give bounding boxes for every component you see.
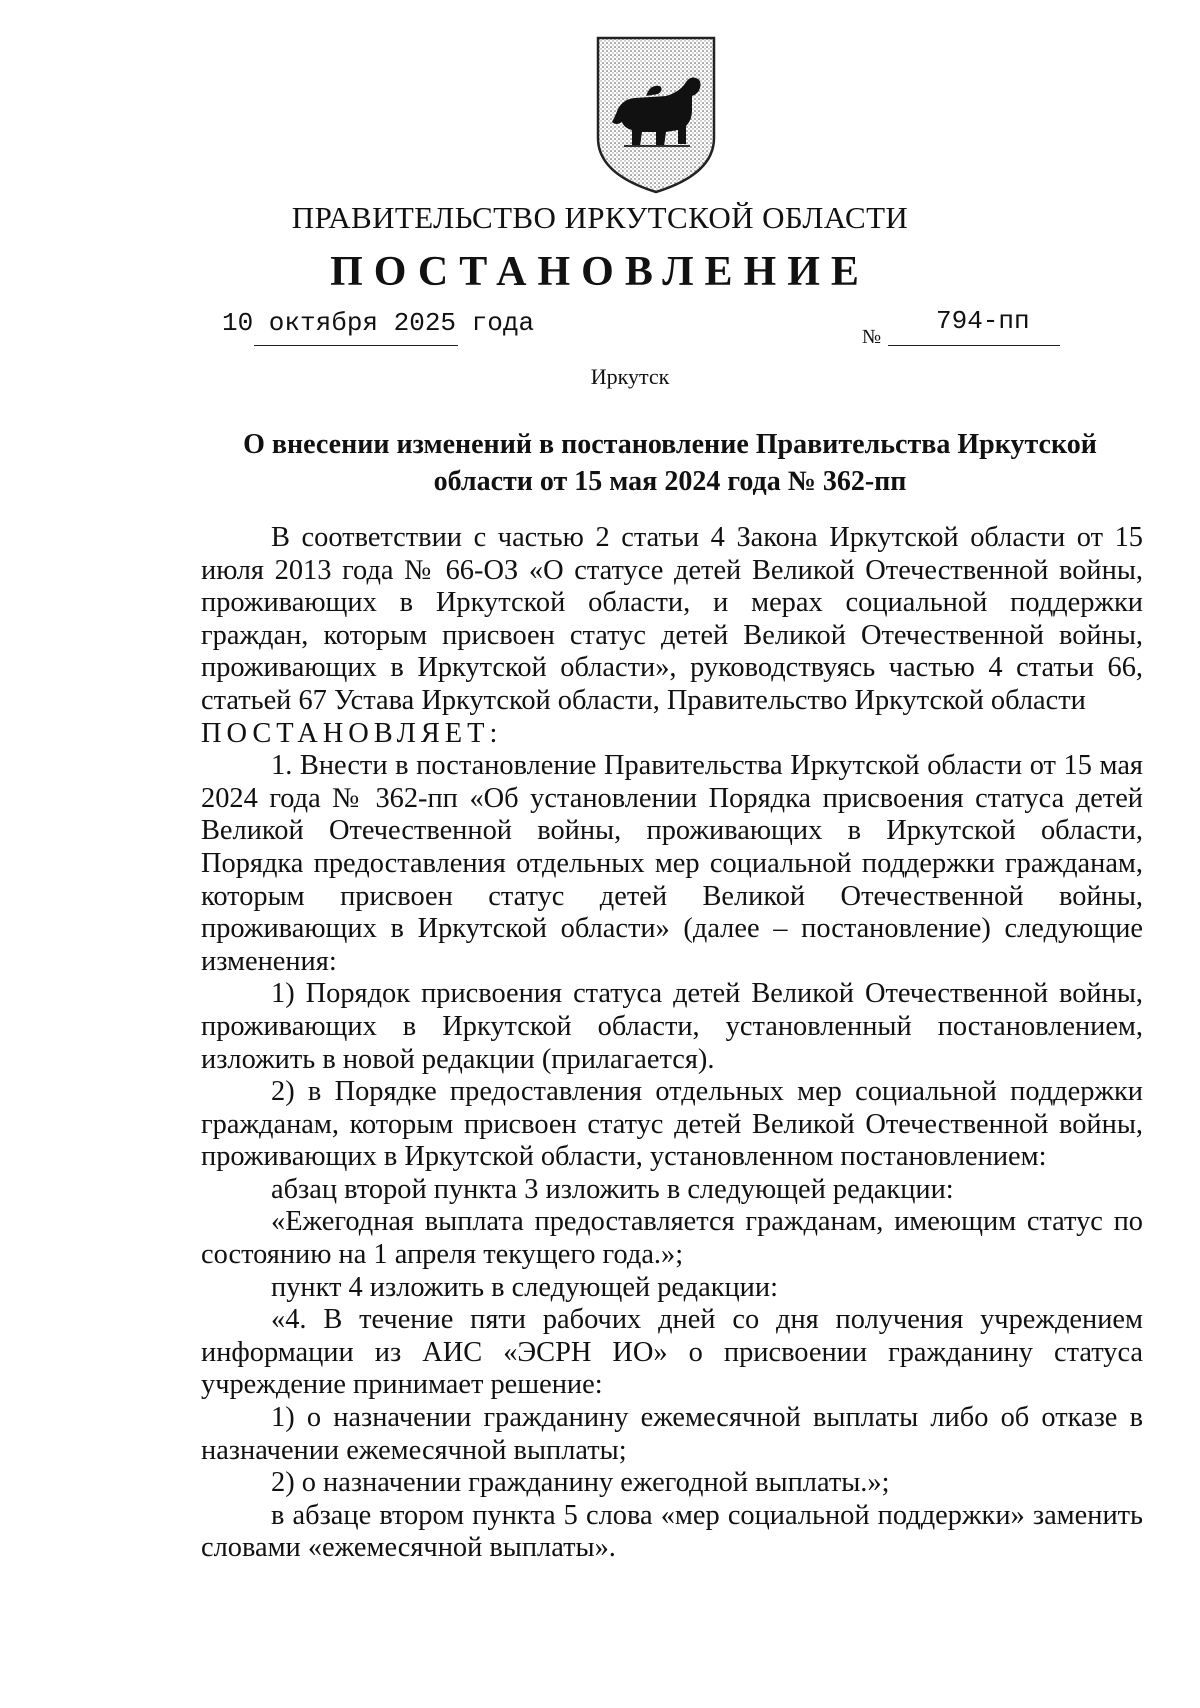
- paragraph-amendment-4: пункт 4 изложить в следующей редакции:: [271, 1271, 778, 1303]
- paragraph-resolves: ПОСТАНОВЛЯЕТ:: [201, 717, 503, 749]
- paragraph-quote-4: «4. В течение пяти рабочих дней со дня получения учреждением информации из АИС «ЭСРН ИО» о присвоении гражданину статуса учреждение принимает решение:: [201, 1304, 1143, 1401]
- document-date: 10 октября 2025 года: [222, 308, 535, 338]
- document-title: О внесении изменений в постановление Правительства Иркутской области от 15 мая 2024 года № 362-пп: [243, 429, 1097, 497]
- document-body: [201, 522, 1143, 1565]
- paragraph-subitem-1: 1) Порядок присвоения статуса детей Великой Отечественной войны, проживающих в Иркутской области, установленный постановлением, изложить в новой редакции (прилагается).: [201, 978, 1143, 1075]
- paragraph-quote-4-2: 2) о назначении гражданину ежегодной выплаты.»;: [271, 1467, 890, 1499]
- organization-name: ПРАВИТЕЛЬСТВО ИРКУТСКОЙ ОБЛАСТИ: [291, 200, 909, 235]
- document-number: 794-пп: [936, 306, 1030, 336]
- paragraph-quote-4-1: 1) о назначении гражданину ежемесячной выплаты либо об отказе в назначении ежемесячной выплаты;: [201, 1402, 1143, 1466]
- number-underline: [888, 345, 1060, 346]
- paragraph-quote-3: «Ежегодная выплата предоставляется гражданам, имеющим статус по состоянию на 1 апреля текущего года.»;: [201, 1206, 1143, 1271]
- paragraph-amendment-5: в абзаце втором пункта 5 слова «мер социальной поддержки» заменить словами «ежемесячной выплаты».: [201, 1499, 1143, 1564]
- document-type: ПОСТАНОВЛЕНИЕ: [330, 249, 870, 295]
- coat-of-arms-emblem: [594, 34, 718, 196]
- number-sign: №: [862, 326, 882, 348]
- paragraph-preamble: В соответствии с частью 2 статьи 4 Закона Иркутской области от 15 июля 2013 года № 66-ОЗ «О статусе детей Великой Отечественной войны, проживающих в Иркутской области, и мерах социальной поддержки граждан, которым присвоен статус детей Великой Отечественной войны, проживающих в Иркутской области», руководствуясь частью 4 статьи 66, статьей 67 Устава Иркутской области, Правительство Иркутской области: [201, 522, 1143, 716]
- date-underline: [254, 345, 458, 346]
- city: Иркутск: [590, 364, 670, 389]
- paragraph-amendment-3: абзац второй пункта 3 изложить в следующей редакции:: [271, 1173, 954, 1205]
- paragraph-item-1: 1. Внести в постановление Правительства Иркутской области от 15 мая 2024 года № 362-пп «Об установлении Порядка присвоения статуса детей Великой Отечественной войны, проживающих в Иркутской области, Порядка предоставления отдельных мер социальной поддержки гражданам, которым присвоен статус детей Великой Отечественной войны, проживающих в Иркутской области» (далее – постановление) следующие изменения:: [201, 750, 1143, 977]
- paragraph-subitem-2: 2) в Порядке предоставления отдельных мер социальной поддержки гражданам, которым присвоен статус детей Великой Отечественной войны, проживающих в Иркутской области, установленном постановлением:: [201, 1076, 1143, 1173]
